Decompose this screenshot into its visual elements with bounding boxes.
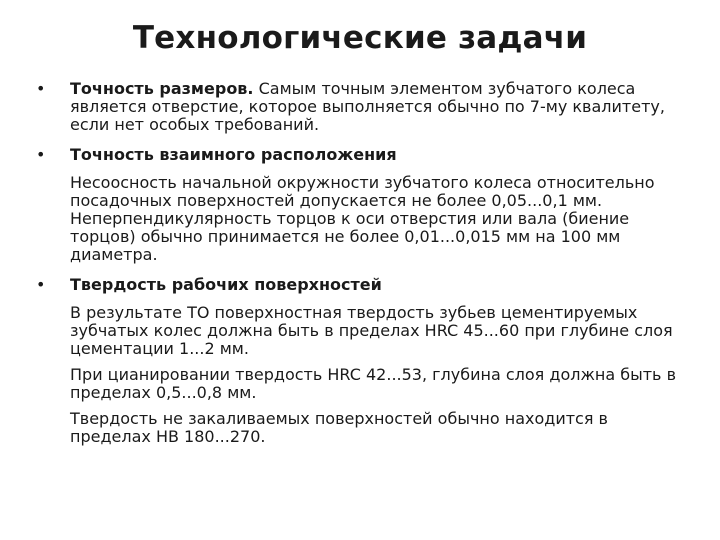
paragraph-carburizing: В результате ТО поверхностная твердость зубьев цементируемых зубчатых колес должна быть в пределах HRC 45...60 при глубине слоя цементации 1...2 мм. [70,303,673,358]
slide-title: Технологические задачи [132,20,588,56]
bullet-item-position-accuracy [36,146,686,164]
bullet-item-size-accuracy [36,80,686,134]
bullet-icon: • [36,145,46,164]
paragraph-misalignment: Несоосность начальной окружности зубчатого колеса относительно посадочных поверхностей допускается не более 0,05...0,1 мм. Неперпендикулярность торцов к оси отверстия или вала (биение торцов) обычно принимается не более 0,01...0,015 мм на 100 мм диаметра. [70,173,655,264]
bullet-text: Самым точным элементом зубчатого колеса является отверстие, которое выполняется обычно по 7-му квалитету, если нет особых требований. [70,79,665,134]
slide-content [36,80,686,454]
bullet-heading: Точность взаимного расположения [70,145,397,164]
paragraph-cyaniding: При цианировании твердость HRC 42...53, глубина слоя должна быть в пределах 0,5...0,8 мм. [70,365,676,402]
paragraph-unhardened: Твердость не закаливаемых поверхностей обычно находится в пределах НВ 180...270. [70,409,608,446]
bullet-icon: • [36,79,46,98]
bullet-item-hardness [36,276,686,294]
bullet-heading: Точность размеров. [70,79,254,98]
bullet-icon: • [36,275,46,294]
bullet-heading: Твердость рабочих поверхностей [70,275,382,294]
